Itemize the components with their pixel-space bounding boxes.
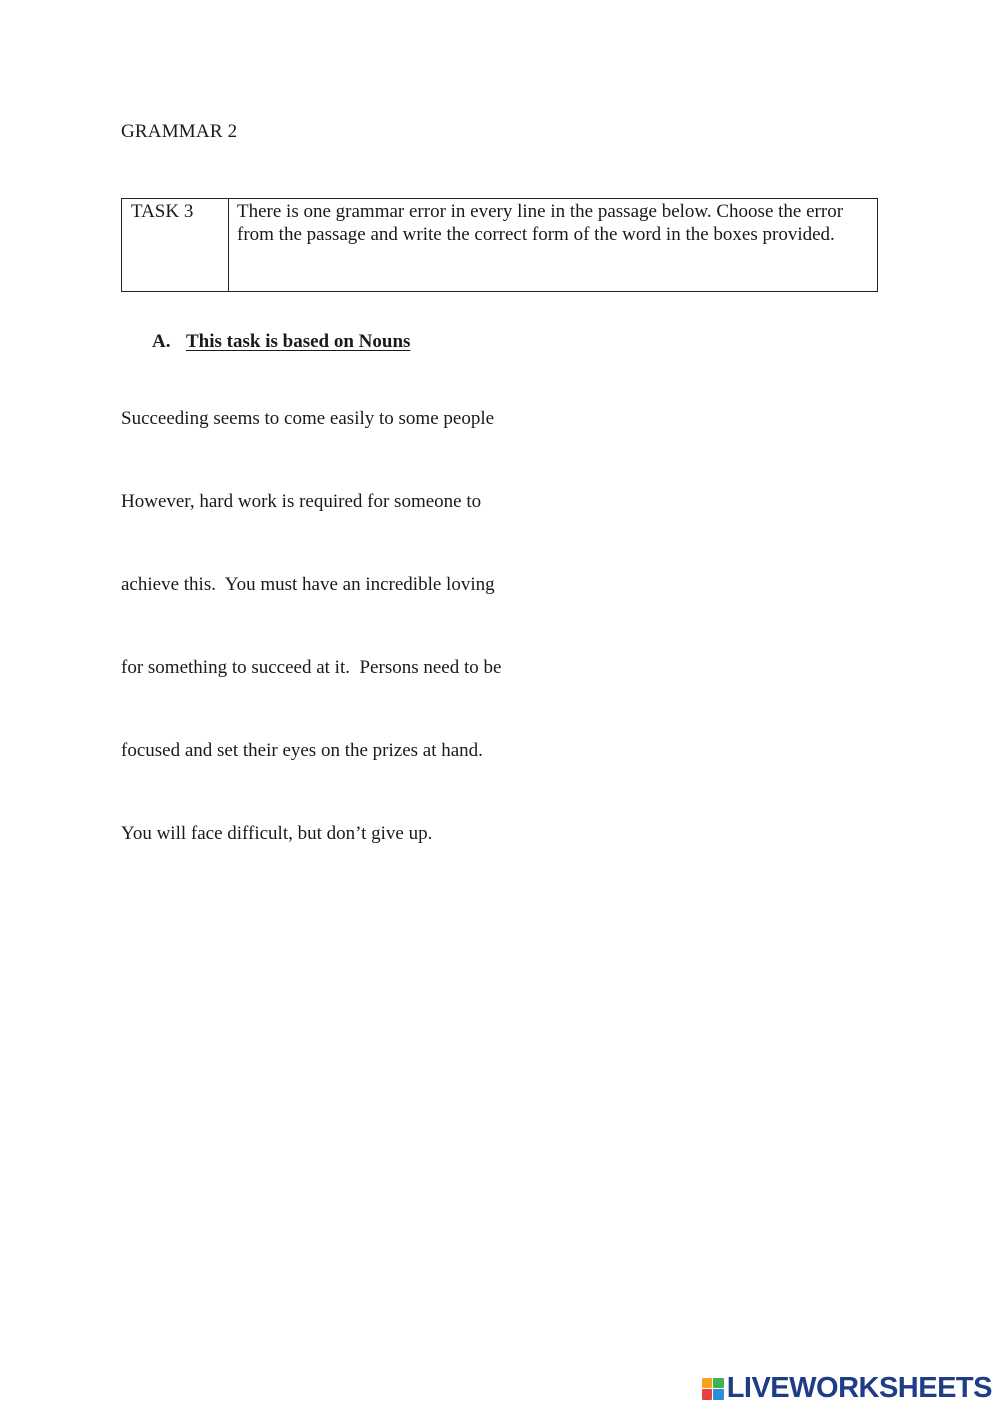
task-label: TASK 3: [122, 199, 229, 291]
logo-tile-3: [702, 1389, 713, 1400]
document-title: GRAMMAR 2: [121, 121, 238, 142]
passage: [121, 407, 501, 905]
task-instructions: There is one grammar error in every line in the passage below. Choose the error from the passage and write the correct form of the word in the boxes provided.: [237, 201, 844, 245]
logo-tile-1: [702, 1378, 713, 1389]
brand-name: LIVEWORKSHEETS: [726, 1372, 992, 1404]
passage-line-3: achieve this. You must have an incredible loving: [121, 574, 495, 595]
passage-line-1: Succeeding seems to come easily to some people: [121, 408, 495, 429]
passage-line-6: You will face difficult, but don’t give up.: [121, 823, 433, 844]
passage-line-4: for something to succeed at it. Persons need to be: [121, 657, 502, 678]
section-marker: A.: [152, 331, 171, 352]
logo-tile-4: [713, 1389, 724, 1400]
liveworksheets-logo-icon: [702, 1378, 724, 1400]
passage-line-5: focused and set their eyes on the prizes at hand.: [121, 740, 483, 761]
logo-tile-2: [713, 1378, 724, 1389]
passage-line-2: However, hard work is required for someone to: [121, 491, 482, 512]
liveworksheets-branding[interactable]: [702, 1372, 992, 1405]
section-heading-text: This task is based on Nouns: [186, 331, 411, 352]
task-instruction-table: [121, 198, 878, 292]
section-heading: [152, 331, 410, 353]
